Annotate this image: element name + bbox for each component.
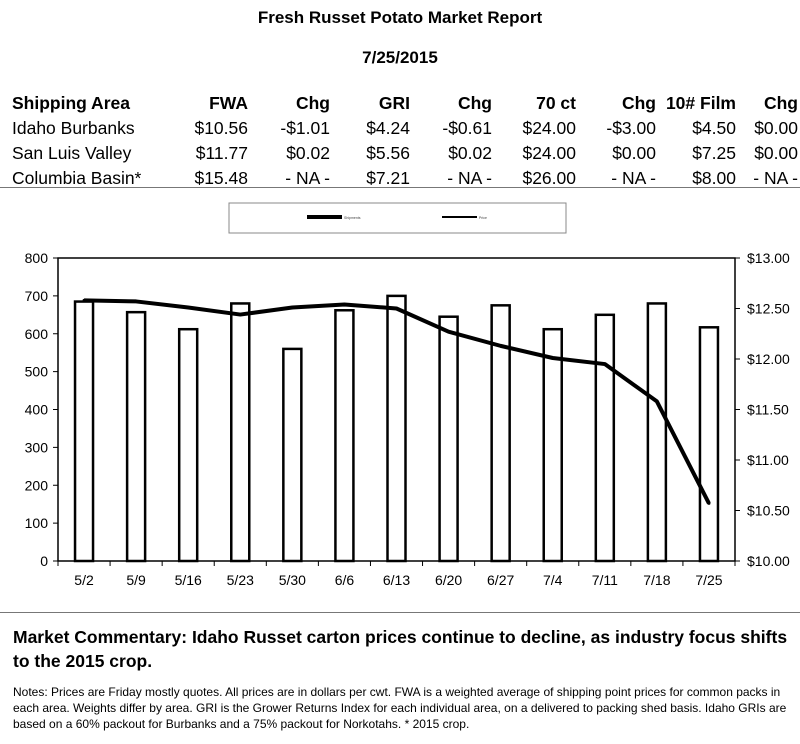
x-tick-label: 5/30 xyxy=(278,572,306,588)
price-point-5-16 xyxy=(187,306,190,309)
y-right-tick-label: $10.00 xyxy=(747,553,790,569)
x-tick-label: 5/2 xyxy=(74,572,94,588)
header-film-chg: Chg xyxy=(763,93,798,113)
cell-area: San Luis Valley xyxy=(12,143,132,163)
legend-label-price: Price xyxy=(479,216,487,220)
header-fwa-chg: Chg xyxy=(295,93,330,113)
header-70ct: 70 ct xyxy=(536,93,576,113)
table-row xyxy=(12,141,798,166)
y-right-tick-label: $10.50 xyxy=(747,502,790,519)
x-tick-label: 7/18 xyxy=(643,572,671,588)
x-tick-label: 5/9 xyxy=(126,572,146,588)
shipments-price-chart xyxy=(0,195,800,600)
bar-5-30 xyxy=(283,349,301,561)
cell-gri-chg: $0.02 xyxy=(448,143,492,163)
cell-film: $8.00 xyxy=(692,168,736,188)
price-point-6-13 xyxy=(395,307,398,310)
cell-fwa-chg: $0.02 xyxy=(286,143,330,163)
cell-film-chg: - NA - xyxy=(753,168,798,188)
cell-gri-chg: -$0.61 xyxy=(442,118,492,138)
price-point-6-6 xyxy=(343,303,346,306)
y-left-tick-label: 300 xyxy=(24,439,48,456)
header-gri: GRI xyxy=(378,93,410,113)
y-right-tick-label: $11.50 xyxy=(747,401,789,418)
cell-gri-chg: - NA - xyxy=(447,168,492,188)
cell-70ct: $24.00 xyxy=(522,118,576,138)
header-gri-chg: Chg xyxy=(457,93,492,113)
header-70ct-chg: Chg xyxy=(621,93,656,113)
notes: Notes: Prices are Friday mostly quotes. All prices are in dollars per cwt. FWA is a weighted average of shipping point prices for common packs in each area. Weights differ by area. GRI is the Grower Returns Index for each individual area, on a delivered to packing shed basis. Idaho GRIs are based on a 60% packout for Burbanks and a 75% packout for Norkotahs. * 2015 crop. xyxy=(13,685,787,731)
y-left-tick-label: 200 xyxy=(24,477,48,494)
cell-fwa: $10.56 xyxy=(194,118,248,138)
y-right-tick-label: $12.00 xyxy=(747,351,790,367)
divider xyxy=(0,612,800,613)
header-10lb-film: 10# Film xyxy=(665,93,736,113)
market-commentary: Market Commentary: Idaho Russet carton prices continue to decline, as industry focus shifts to the 2015 crop. xyxy=(13,627,788,671)
cell-area: Columbia Basin* xyxy=(12,168,142,188)
cell-70ct-chg: -$3.00 xyxy=(606,118,656,138)
table-header-row xyxy=(12,91,798,116)
cell-fwa: $11.77 xyxy=(195,143,248,163)
bar-5-23 xyxy=(231,303,249,561)
price-point-5-30 xyxy=(291,306,294,309)
y-right-tick-label: $12.50 xyxy=(747,300,790,317)
legend-box xyxy=(229,203,566,233)
bar-5-16 xyxy=(179,329,197,561)
y-left-tick-label: 700 xyxy=(24,287,48,304)
table-row xyxy=(12,116,798,141)
cell-70ct: $24.00 xyxy=(522,143,576,163)
cell-gri: $7.21 xyxy=(366,168,410,188)
header-shipping-area: Shipping Area xyxy=(12,93,130,113)
x-tick-label: 6/27 xyxy=(487,572,515,588)
y-right-tick-label: $11.00 xyxy=(747,452,789,468)
x-tick-label: 6/13 xyxy=(382,572,411,588)
y-left-tick-label: 400 xyxy=(24,401,48,418)
header-fwa: FWA xyxy=(209,93,248,113)
price-point-6-27 xyxy=(499,344,502,347)
price-point-7-11 xyxy=(603,363,606,366)
cell-fwa-chg: -$1.01 xyxy=(280,118,330,138)
y-right-tick-label: $13.00 xyxy=(747,250,790,266)
divider xyxy=(0,187,800,188)
bar-7-25 xyxy=(700,327,718,561)
y-left-tick-label: 600 xyxy=(24,325,48,342)
bar-5-9 xyxy=(127,312,145,561)
price-point-7-18 xyxy=(655,400,658,403)
y-left-tick-label: 500 xyxy=(24,363,48,380)
cell-70ct-chg: $0.00 xyxy=(612,143,656,163)
bar-6-20 xyxy=(440,317,458,561)
bar-7-4 xyxy=(544,329,562,561)
y-left-tick-label: 100 xyxy=(24,515,48,532)
y-left-tick-label: 0 xyxy=(40,553,48,569)
cell-film: $4.50 xyxy=(692,118,736,138)
bar-6-6 xyxy=(335,310,353,561)
report-title: Fresh Russet Potato Market Report xyxy=(257,8,543,27)
price-point-5-23 xyxy=(239,313,242,316)
cell-fwa: $15.48 xyxy=(194,168,248,188)
cell-film-chg: $0.00 xyxy=(754,143,798,163)
bar-7-11 xyxy=(596,315,614,561)
x-tick-label: 7/4 xyxy=(542,572,563,588)
price-point-7-4 xyxy=(551,356,554,359)
cell-film-chg: $0.00 xyxy=(754,118,798,138)
bar-6-13 xyxy=(388,296,406,561)
cell-gri: $4.24 xyxy=(366,118,410,138)
report-date: 7/25/2015 xyxy=(362,48,438,67)
price-table xyxy=(12,91,798,191)
x-tick-label: 6/6 xyxy=(334,572,355,588)
price-point-5-2 xyxy=(83,299,86,302)
cell-area: Idaho Burbanks xyxy=(12,118,135,138)
price-point-6-20 xyxy=(447,330,450,333)
x-tick-label: 7/25 xyxy=(695,572,723,588)
price-point-7-25 xyxy=(707,502,710,505)
cell-film: $7.25 xyxy=(692,143,736,163)
x-tick-label: 5/16 xyxy=(174,572,202,588)
bar-5-2 xyxy=(75,302,93,561)
x-tick-label: 7/11 xyxy=(591,572,618,588)
cell-fwa-chg: - NA - xyxy=(285,168,330,188)
bar-7-18 xyxy=(648,303,666,561)
x-tick-label: 5/23 xyxy=(226,572,254,588)
x-tick-label: 6/20 xyxy=(434,572,463,588)
cell-70ct-chg: - NA - xyxy=(611,168,656,188)
y-left-tick-label: 800 xyxy=(24,250,48,266)
cell-70ct: $26.00 xyxy=(522,168,576,188)
legend-label-shipments: Shipments xyxy=(344,216,361,220)
price-point-5-9 xyxy=(135,300,138,303)
cell-gri: $5.56 xyxy=(366,143,410,163)
